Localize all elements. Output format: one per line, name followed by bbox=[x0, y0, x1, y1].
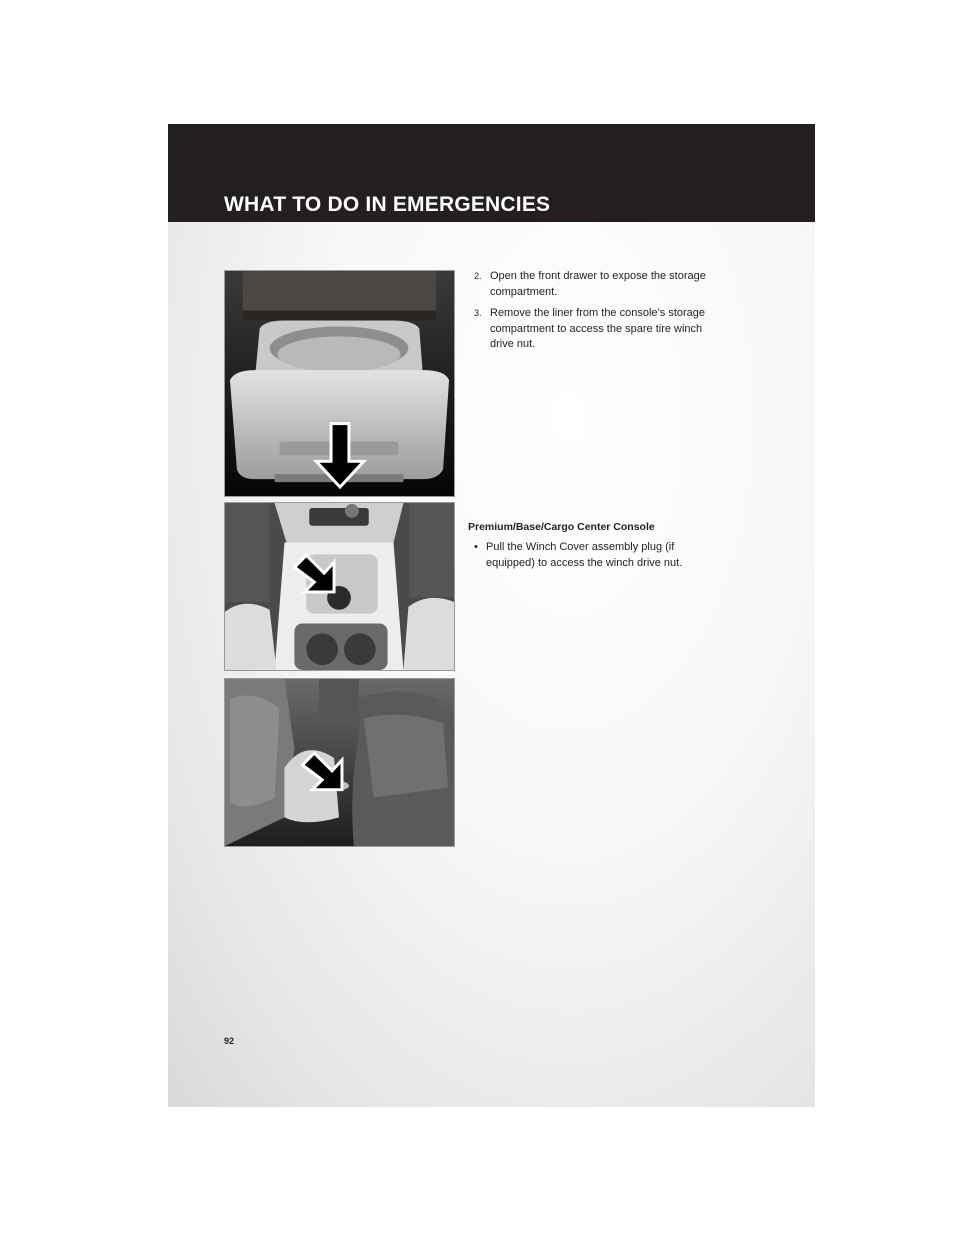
section-header-bar bbox=[168, 124, 815, 222]
step-item bbox=[474, 306, 714, 353]
instruction-steps bbox=[474, 269, 714, 359]
step-number: 2. bbox=[474, 271, 482, 281]
diagonal-arrow-icon bbox=[225, 679, 454, 846]
center-console-photo bbox=[224, 502, 455, 671]
section-title: WHAT TO DO IN EMERGENCIES bbox=[224, 193, 551, 216]
manual-page bbox=[168, 124, 815, 1107]
step-text: Open the front drawer to expose the storage compartment. bbox=[490, 270, 706, 298]
section-subheading: Premium/Base/Cargo Center Console bbox=[468, 521, 655, 533]
bullet-marker: • bbox=[474, 541, 478, 553]
floor-plug-photo bbox=[224, 678, 455, 847]
page-number: 92 bbox=[224, 1036, 235, 1046]
bullet-text: Pull the Winch Cover assembly plug (if equipped) to access the winch drive nut. bbox=[486, 541, 683, 569]
down-arrow-icon bbox=[225, 271, 454, 496]
console-drawer-photo bbox=[224, 270, 455, 497]
bullet-item bbox=[474, 540, 704, 571]
diagonal-arrow-icon bbox=[225, 503, 454, 670]
step-text: Remove the liner from the console’s storage compartment to access the spare tire winch drive nut. bbox=[490, 307, 706, 350]
bullet-list bbox=[474, 540, 704, 571]
step-item bbox=[474, 269, 714, 300]
step-number: 3. bbox=[474, 308, 482, 318]
